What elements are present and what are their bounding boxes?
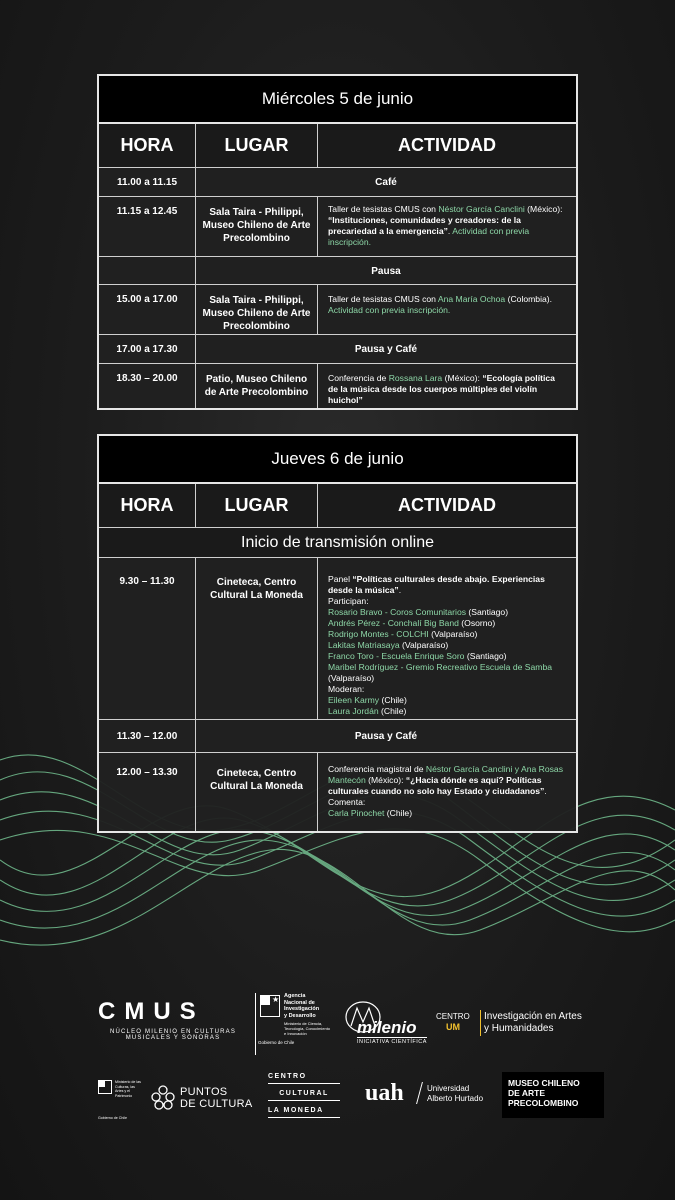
person-entry bbox=[328, 607, 566, 618]
col-actividad-header: ACTIVIDAD bbox=[398, 135, 496, 155]
museo-logo bbox=[502, 1072, 604, 1118]
actividad-cell bbox=[318, 558, 576, 719]
person-place: (Osorno) bbox=[458, 618, 496, 628]
person-entry bbox=[328, 618, 566, 629]
anid-line-3: Investigación bbox=[284, 1006, 320, 1012]
gov-shield-icon bbox=[98, 1080, 112, 1094]
person-entry bbox=[328, 662, 566, 684]
panel-title: “Políticas culturales desde abajo. Experiencias desde la música” bbox=[328, 574, 545, 595]
registration-note: Actividad con previa inscripción. bbox=[328, 226, 530, 247]
text: Conferencia magistral de bbox=[328, 764, 426, 774]
break-cell: Pausa bbox=[371, 266, 401, 277]
cmus-wordmark: CMUS bbox=[98, 998, 205, 1025]
table-row bbox=[99, 720, 576, 753]
person-place: (Valparaíso) bbox=[328, 673, 375, 683]
cmus-logo bbox=[98, 998, 248, 1041]
break-cell: Pausa y Café bbox=[354, 344, 418, 355]
person-place: (Valparaíso) bbox=[399, 640, 449, 650]
day1-title: Miércoles 5 de junio bbox=[99, 76, 576, 124]
text: Taller de tesistas CMUS con bbox=[328, 204, 439, 214]
table-row bbox=[99, 197, 576, 257]
speaker-name: Néstor García Canclini y Ana Rosas Mantecón bbox=[328, 764, 564, 785]
table-row bbox=[99, 364, 576, 408]
moderators-list bbox=[328, 695, 566, 717]
table-row bbox=[99, 285, 576, 335]
header-row bbox=[99, 124, 576, 168]
person-name: Lakitas Matriasaya bbox=[328, 640, 400, 650]
cmus-subtitle-2: MUSICALES Y SONORAS bbox=[125, 1035, 221, 1041]
person-entry bbox=[328, 706, 566, 717]
person-place: (Valparaíso) bbox=[428, 629, 478, 639]
online-streaming-banner: Inicio de transmisión online bbox=[99, 528, 576, 558]
uah-logo bbox=[365, 1080, 495, 1110]
col-lugar-header: LUGAR bbox=[196, 124, 318, 167]
hora-cell: 18.30 – 20.00 bbox=[99, 364, 196, 408]
puntos-de-cultura-logo bbox=[150, 1084, 260, 1118]
ccm-line-2: CULTURAL bbox=[268, 1084, 340, 1101]
gov-shield-icon: ★ bbox=[260, 995, 280, 1017]
centro-um-logo bbox=[436, 1010, 606, 1040]
col-actividad-header: ACTIVIDAD bbox=[398, 495, 496, 515]
anid-ministry: Ministerio de Ciencia, Tecnología, Conocimiento e Innovación bbox=[284, 1021, 331, 1036]
schedule-day1 bbox=[97, 74, 578, 410]
text: (Chile) bbox=[384, 808, 413, 818]
col-hora-header: HORA bbox=[99, 484, 196, 527]
milenio-logo bbox=[343, 1000, 431, 1050]
lugar-cell: Patio, Museo Chileno de Arte Precolombino bbox=[196, 364, 318, 408]
hora-cell bbox=[99, 257, 196, 284]
person-entry bbox=[328, 629, 566, 640]
person-name: Eileen Karmy bbox=[328, 695, 380, 705]
table-row bbox=[99, 257, 576, 285]
person-place: (Chile) bbox=[379, 695, 407, 705]
lugar-cell: Sala Taira - Philippi, Museo Chileno de Arte Precolombino bbox=[196, 285, 318, 334]
uah-line-1: Universidad bbox=[427, 1084, 470, 1093]
anid-line-4: y Desarrollo bbox=[284, 1012, 316, 1019]
text: Conferencia de bbox=[328, 373, 389, 383]
milenio-wordmark: milenio bbox=[357, 1018, 417, 1037]
actividad-cell bbox=[318, 197, 576, 256]
anid-logo bbox=[255, 993, 333, 1055]
mincult-text: Ministerio de las Culturas, las Artes y el Patrimonio bbox=[115, 1080, 141, 1098]
lugar-cell: Cineteca, Centro Cultural La Moneda bbox=[196, 753, 318, 831]
person-name: Rosario Bravo - Coros Comunitarios bbox=[328, 607, 467, 617]
text: . bbox=[398, 585, 402, 595]
schedule-day2 bbox=[97, 434, 578, 833]
actividad-cell bbox=[318, 753, 576, 831]
uah-wordmark: uah bbox=[365, 1080, 404, 1106]
ccm-line-1: CENTRO bbox=[268, 1070, 340, 1084]
mincult-gov: Gobierno de Chile bbox=[98, 1116, 127, 1120]
break-cell: Café bbox=[375, 177, 397, 188]
col-lugar-header: LUGAR bbox=[196, 484, 318, 527]
person-name: Maribel Rodríguez - Gremio Recreativo Escuela de Samba bbox=[328, 662, 553, 672]
anid-line-1: Agencia bbox=[284, 993, 306, 999]
museo-line-2: DE ARTE bbox=[508, 1088, 545, 1098]
speaker-name: Rossana Lara bbox=[388, 373, 443, 383]
ccm-logo bbox=[268, 1070, 340, 1122]
puntos-line-1: PUNTOS bbox=[180, 1086, 228, 1098]
talk-title: “Ecología política de la música desde los cuerpos múltiples del violín huichol” bbox=[328, 373, 555, 405]
text: Taller de tesistas CMUS con bbox=[328, 294, 438, 304]
day2-title: Jueves 6 de junio bbox=[99, 436, 576, 484]
moderators-label: Moderan: bbox=[328, 684, 365, 694]
hora-cell: 11.30 – 12.00 bbox=[99, 720, 196, 752]
table-row bbox=[99, 168, 576, 197]
participants-label: Participan: bbox=[328, 596, 369, 606]
person-place: (Santiago) bbox=[464, 651, 507, 661]
museo-line-3: PRECOLOMBINO bbox=[508, 1098, 579, 1108]
person-entry bbox=[328, 640, 566, 651]
speaker-name: Néstor García Canclini bbox=[438, 204, 525, 214]
uah-line-2: Alberto Hurtado bbox=[427, 1094, 484, 1103]
um-text-2: y Humanidades bbox=[484, 1023, 554, 1034]
hora-cell: 9.30 – 11.30 bbox=[99, 558, 196, 719]
cmus-subtitle-1: NÚCLEO MILENIO EN CULTURAS bbox=[109, 1029, 237, 1035]
table-row bbox=[99, 558, 576, 720]
break-cell: Pausa y Café bbox=[354, 731, 418, 742]
text: . bbox=[447, 226, 453, 236]
text: Panel bbox=[328, 574, 353, 584]
person-place: (Chile) bbox=[378, 706, 407, 716]
text: . bbox=[544, 786, 547, 796]
person-entry bbox=[328, 651, 566, 662]
person-name: Franco Toro - Escuela Enrique Soro bbox=[328, 651, 465, 661]
talk-title: “Instituciones, comunidades y creadores: de la precariedad a la emergencia” bbox=[328, 215, 521, 236]
um-text-1: Investigación en Artes bbox=[484, 1011, 582, 1022]
talk-title: “¿Hacia dónde es aquí? Políticas culturales cuando no solo hay Estado y ciudadanos” bbox=[328, 775, 545, 796]
text: (México): bbox=[524, 204, 563, 214]
actividad-cell bbox=[318, 285, 576, 334]
person-name: Rodrigo Montes - COLCHI bbox=[328, 629, 429, 639]
puntos-line-2: DE CULTURA bbox=[180, 1098, 253, 1110]
anid-gov: Gobierno de Chile bbox=[258, 1040, 295, 1045]
speaker-name: Ana María Ochoa bbox=[437, 294, 506, 304]
um-label: UM bbox=[446, 1022, 460, 1032]
person-name: Laura Jordán bbox=[328, 706, 379, 716]
text: (México): bbox=[442, 373, 483, 383]
puntos-flower-icon bbox=[150, 1084, 176, 1112]
person-name: Andrés Pérez - Conchalí Big Band bbox=[328, 618, 459, 628]
hora-cell: 12.00 – 13.30 bbox=[99, 753, 196, 831]
commentator-label: Comenta: bbox=[328, 797, 366, 807]
lugar-cell: Sala Taira - Philippi, Museo Chileno de Arte Precolombino bbox=[196, 197, 318, 256]
ccm-line-3: LA MONEDA bbox=[268, 1101, 340, 1118]
hora-cell: 15.00 a 17.00 bbox=[99, 285, 196, 334]
milenio-subtitle: INICIATIVA CIENTÍFICA bbox=[357, 1039, 427, 1045]
hora-cell: 11.00 a 11.15 bbox=[99, 168, 196, 196]
person-place: (Santiago) bbox=[466, 607, 509, 617]
registration-note: Actividad con previa inscripción. bbox=[328, 305, 451, 315]
museo-line-1: MUSEO CHILENO bbox=[508, 1078, 580, 1088]
anid-line-2: Nacional de bbox=[284, 999, 315, 1006]
hora-cell: 11.15 a 12.45 bbox=[99, 197, 196, 256]
participants-list bbox=[328, 607, 566, 684]
table-row bbox=[99, 335, 576, 364]
lugar-cell: Cineteca, Centro Cultural La Moneda bbox=[196, 558, 318, 719]
text: (Colombia). bbox=[505, 294, 553, 304]
table-row bbox=[99, 753, 576, 831]
header-row bbox=[99, 484, 576, 528]
col-hora-header: HORA bbox=[99, 124, 196, 167]
text: (México): bbox=[365, 775, 406, 785]
centro-label: CENTRO bbox=[436, 1012, 470, 1021]
hora-cell: 17.00 a 17.30 bbox=[99, 335, 196, 363]
commentator-name: Carla Pinochet bbox=[328, 808, 385, 818]
mincult-logo bbox=[98, 1080, 140, 1128]
person-entry bbox=[328, 695, 566, 706]
actividad-cell bbox=[318, 364, 576, 408]
